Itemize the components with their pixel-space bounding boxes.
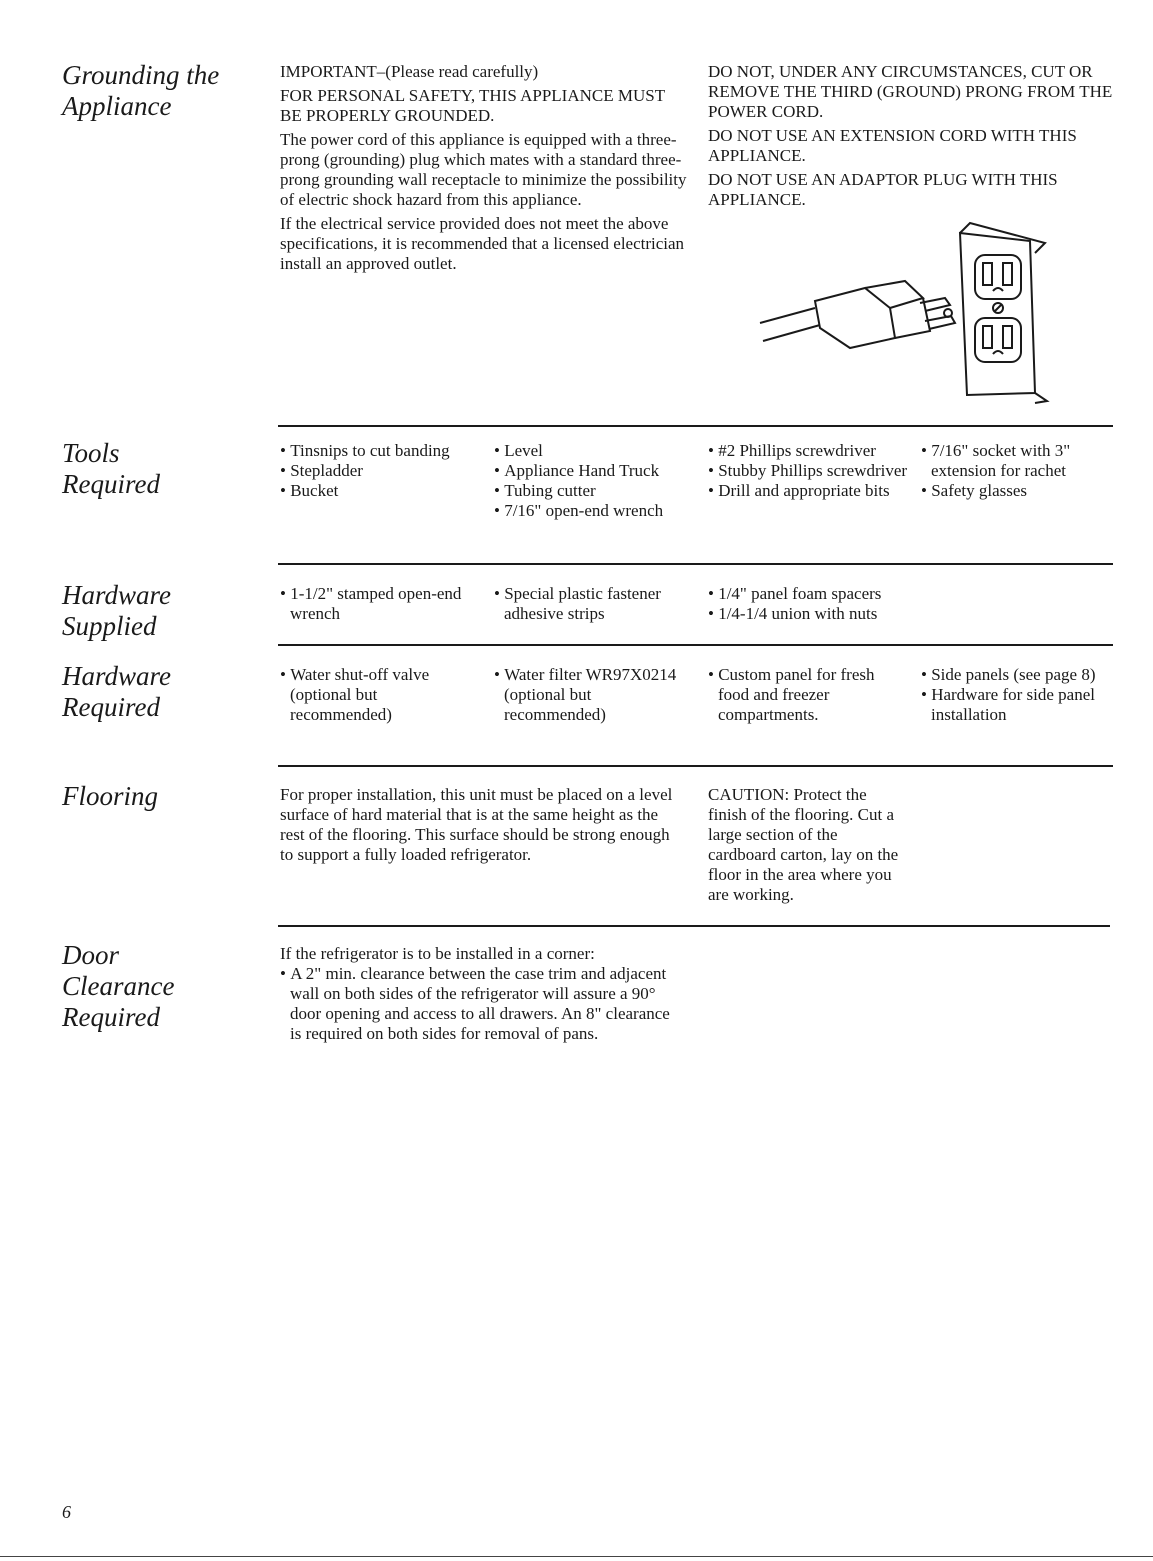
section-heading-hardware-required xyxy=(62,661,252,723)
list-item: • 1/4-1/4 union with nuts xyxy=(708,604,928,624)
list-item: • A 2" min. clearance between the case trim and adjacent wall on both sides of the refrigerator will assure a 90° door opening and access to all drawers. An 8" clearance is required on both sides for removal of pans. xyxy=(280,964,685,1044)
list-item: • 1-1/2" stamped open-end wrench xyxy=(280,584,475,624)
heading-line: Grounding the xyxy=(62,60,220,90)
hardware-required-column-1 xyxy=(280,665,460,725)
section-heading-door-clearance xyxy=(62,940,252,1033)
heading-line: Appliance xyxy=(62,91,172,121)
plug-outlet-illustration xyxy=(755,213,1065,413)
heading-line: Hardware xyxy=(62,580,172,610)
list-item: • Water shut-off valve (optional but recommended) xyxy=(280,665,460,725)
heading-line: Tools xyxy=(62,438,120,468)
list-item: • Stubby Phillips screwdriver xyxy=(708,461,908,481)
door-clearance-text xyxy=(280,944,685,1044)
section-divider xyxy=(278,925,1110,927)
adaptor-plug-warning: DO NOT USE AN ADAPTOR PLUG WITH THIS APPLIANCE. xyxy=(708,170,1058,209)
door-clearance-intro: If the refrigerator is to be installed in a corner: xyxy=(280,944,595,963)
list-item: • 7/16" socket with 3" extension for rachet xyxy=(921,441,1116,481)
tools-column-2 xyxy=(494,441,699,521)
list-item: • Safety glasses xyxy=(921,481,1116,501)
list-item: • Side panels (see page 8) xyxy=(921,665,1121,685)
grounding-right-text xyxy=(708,62,1113,214)
list-item: • Appliance Hand Truck xyxy=(494,461,699,481)
heading-line: Required xyxy=(62,469,160,499)
heading-line: Hardware xyxy=(62,661,172,691)
list-item: • Level xyxy=(494,441,699,461)
electrician-paragraph: If the electrical service provided does not meet the above specifications, it is recommended that a licensed electrician install an approved outlet. xyxy=(280,214,685,273)
flooring-paragraph: For proper installation, this unit must be placed on a level surface of hard material that is at the same height as the rest of the flooring. This surface should be strong enough to support a fully loaded refrigerator. xyxy=(280,785,673,864)
list-item: • #2 Phillips screwdriver xyxy=(708,441,908,461)
page-number: 6 xyxy=(62,1502,71,1522)
heading-line: Supplied xyxy=(62,611,157,641)
ground-prong-warning: DO NOT, UNDER ANY CIRCUMSTANCES, CUT OR REMOVE THE THIRD (GROUND) PRONG FROM THE POWER CORD. xyxy=(708,62,1113,121)
heading-line: Clearance xyxy=(62,971,175,1001)
list-item: • Hardware for side panel installation xyxy=(921,685,1121,725)
hardware-supplied-column-3 xyxy=(708,584,928,624)
heading-line: Required xyxy=(62,1002,160,1032)
list-item: • Bucket xyxy=(280,481,475,501)
section-heading-grounding xyxy=(62,60,252,122)
section-heading-flooring xyxy=(62,781,252,812)
tools-column-1 xyxy=(280,441,475,501)
section-divider xyxy=(278,563,1113,565)
power-cord-paragraph: The power cord of this appliance is equipped with a three-prong (grounding) plug which mates with a standard three-prong grounding wall receptacle to minimize the possibility of electric shock hazard from this appliance. xyxy=(280,130,687,209)
tools-column-3 xyxy=(708,441,908,501)
section-divider xyxy=(278,644,1113,646)
hardware-supplied-column-2 xyxy=(494,584,699,624)
heading-line: Door xyxy=(62,940,120,970)
list-item: • Custom panel for fresh food and freezer compartments. xyxy=(708,665,903,725)
grounding-left-text xyxy=(280,62,690,278)
section-heading-hardware-supplied xyxy=(62,580,252,642)
list-item: • Tubing cutter xyxy=(494,481,699,501)
heading-line: Required xyxy=(62,692,160,722)
page-bottom-edge xyxy=(0,1556,1153,1557)
section-heading-tools xyxy=(62,438,252,500)
tools-column-4 xyxy=(921,441,1116,501)
hardware-supplied-column-1 xyxy=(280,584,475,624)
hardware-required-column-2 xyxy=(494,665,684,725)
safety-warning: FOR PERSONAL SAFETY, THIS APPLIANCE MUST BE PROPERLY GROUNDED. xyxy=(280,86,665,125)
list-item: • Stepladder xyxy=(280,461,475,481)
section-divider xyxy=(278,425,1113,427)
list-item: • 7/16" open-end wrench xyxy=(494,501,699,521)
flooring-caution: CAUTION: Protect the finish of the flooring. Cut a large section of the cardboard carton, lay on the floor in the area where you are working. xyxy=(708,785,899,904)
hardware-required-column-4 xyxy=(921,665,1121,725)
list-item: • Drill and appropriate bits xyxy=(708,481,908,501)
important-note: IMPORTANT–(Please read carefully) xyxy=(280,62,539,81)
list-item: • Tinsnips to cut banding xyxy=(280,441,475,461)
heading-line: Flooring xyxy=(62,781,159,811)
hardware-required-column-3 xyxy=(708,665,903,725)
section-divider xyxy=(278,765,1113,767)
list-item: • Water filter WR97X0214 (optional but recommended) xyxy=(494,665,684,725)
list-item: • Special plastic fastener adhesive strips xyxy=(494,584,699,624)
list-item: • 1/4" panel foam spacers xyxy=(708,584,928,604)
extension-cord-warning: DO NOT USE AN EXTENSION CORD WITH THIS APPLIANCE. xyxy=(708,126,1077,165)
